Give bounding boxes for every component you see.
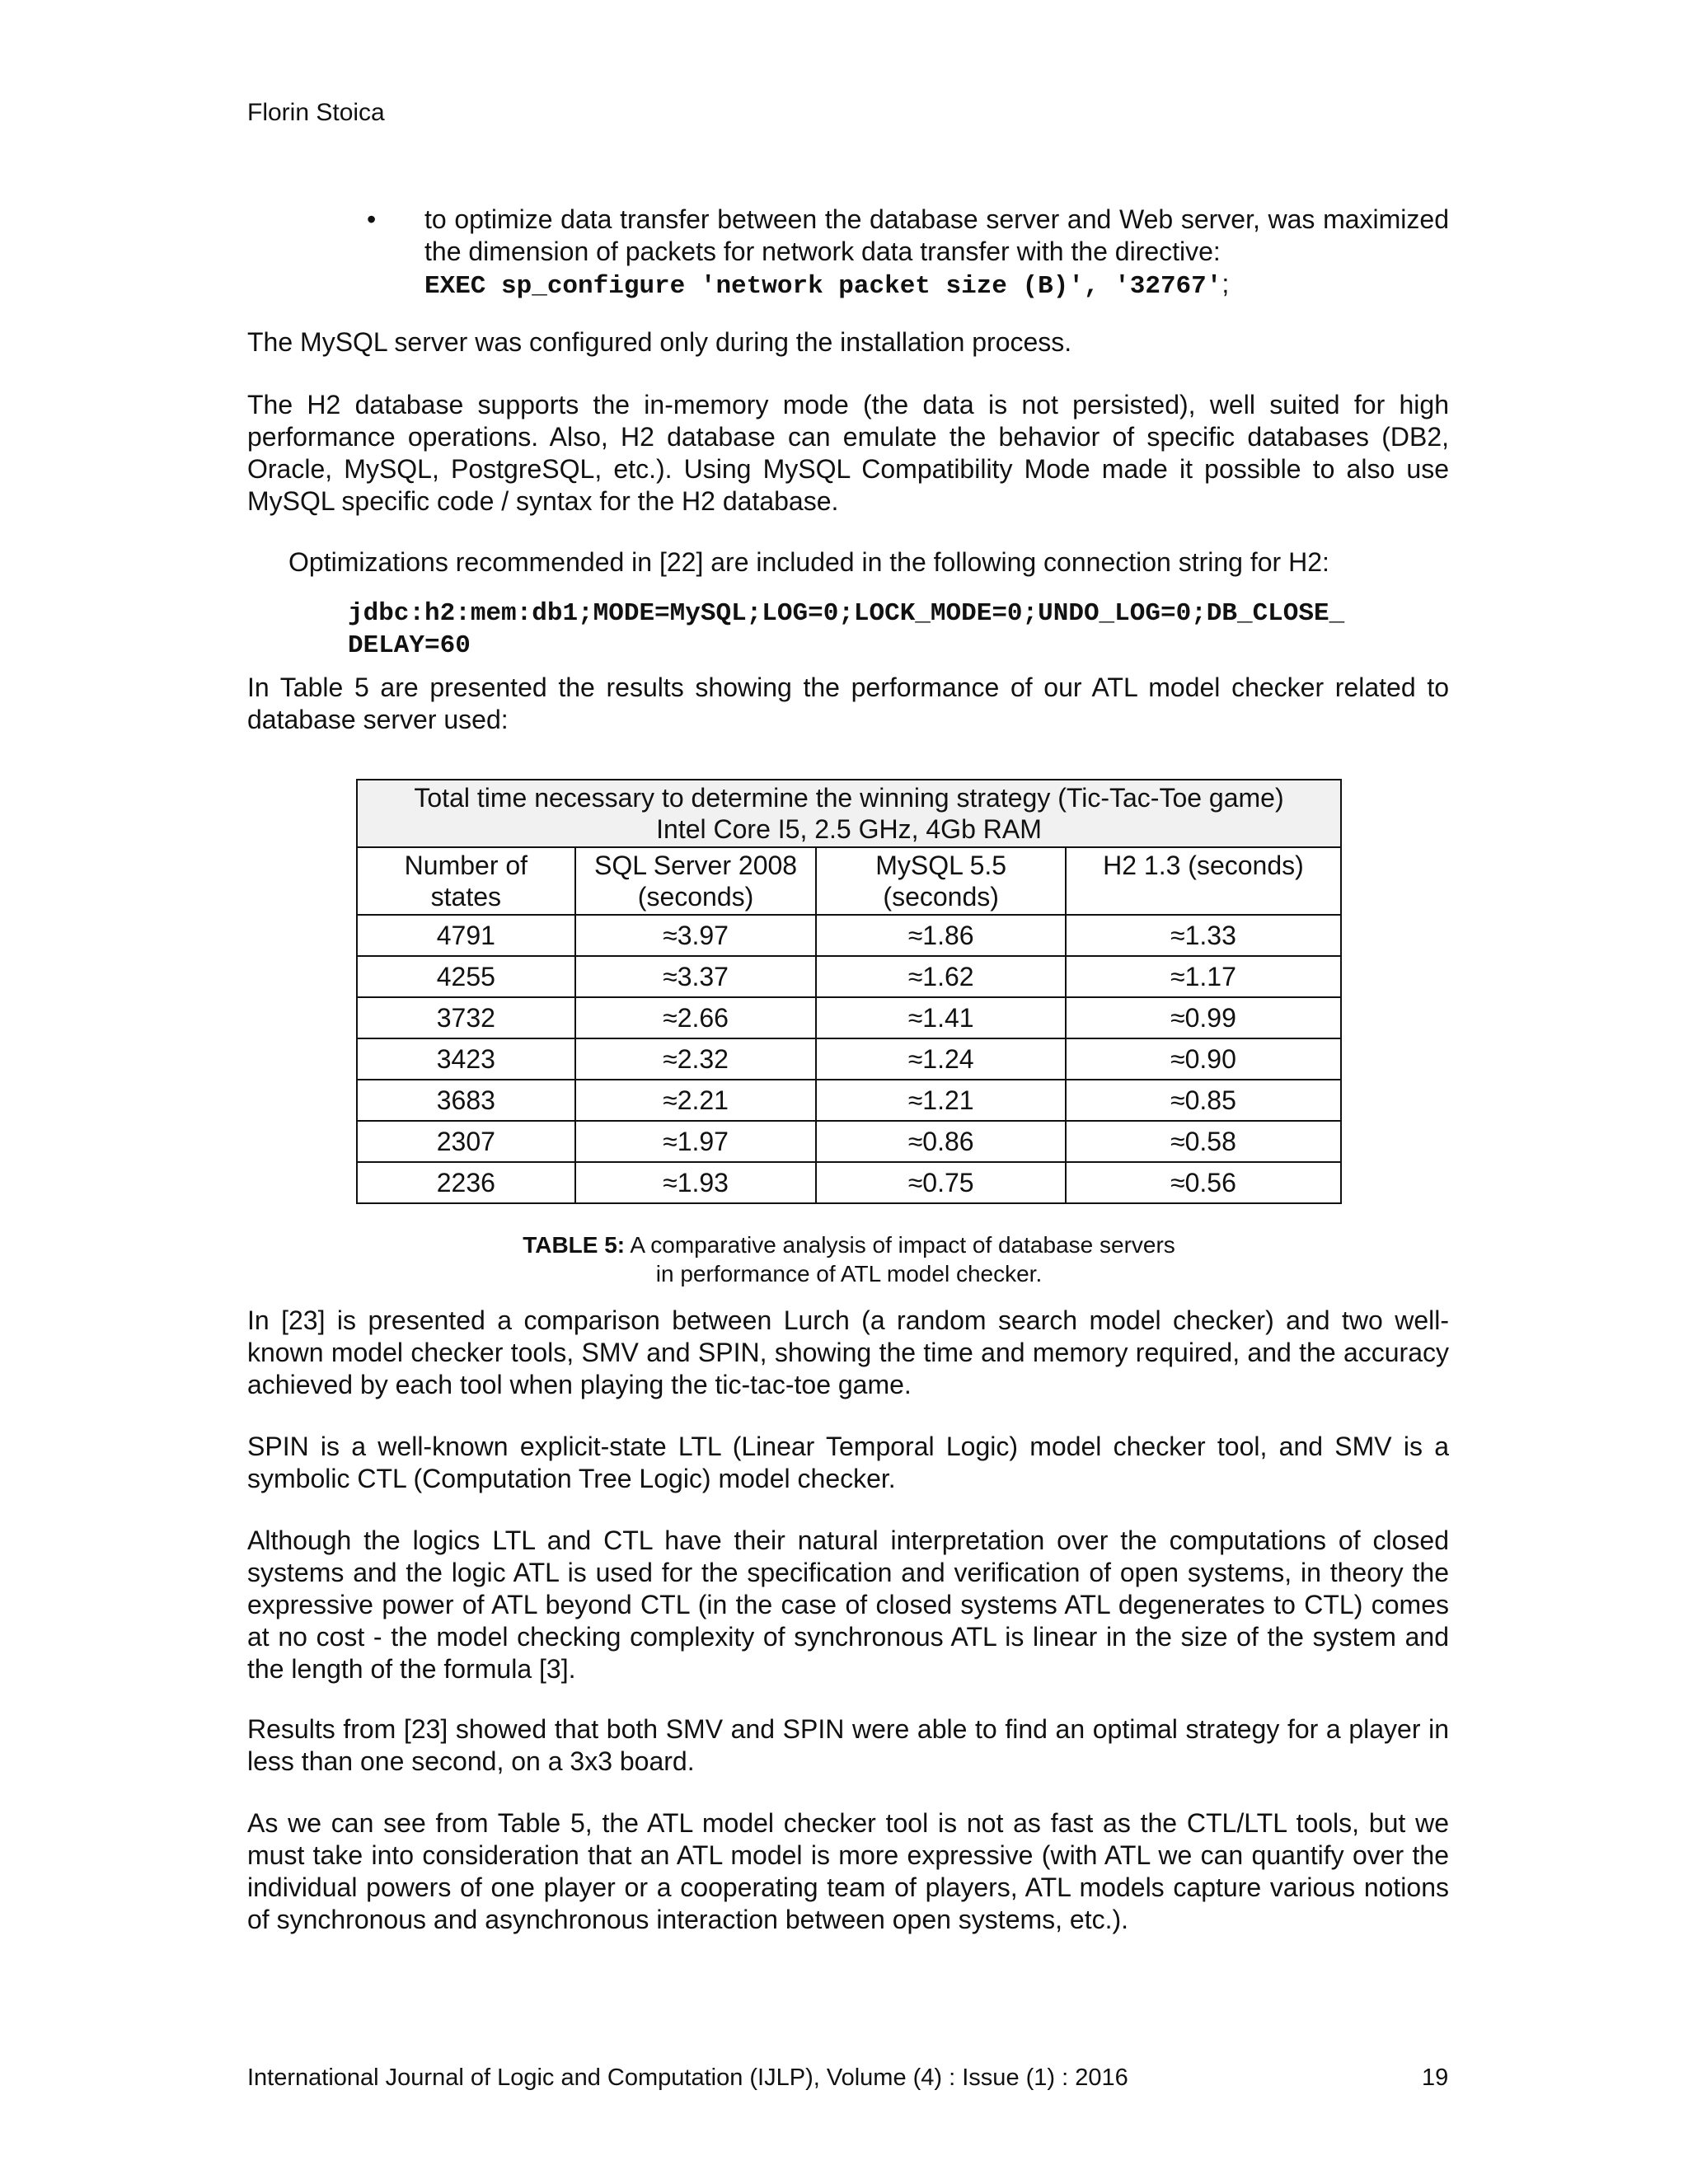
paragraph-results-23: Results from [23] showed that both SMV and SPIN were able to find an optimal strategy for a player in less than one second, on a 3x3 board. (247, 1714, 1449, 1776)
table-cell: ≈0.99 (1066, 997, 1341, 1038)
results-table (356, 779, 1342, 1204)
table-cell: ≈1.24 (816, 1038, 1066, 1080)
table-header-text: Number of (404, 851, 528, 880)
table-header-text: MySQL 5.5 (875, 851, 1007, 880)
paragraph-optimizations: Optimizations recommended in [22] are included in the following connection string for H2: (288, 547, 1329, 577)
table-cell: ≈1.41 (816, 997, 1066, 1038)
table-caption-line1: A comparative analysis of impact of database servers (625, 1232, 1175, 1258)
paragraph-table5-conclusion: As we can see from Table 5, the ATL model checker tool is not as fast as the CTL/LTL tools, but we must take into consideration that an ATL model is more expressive (with ATL we can quantify over the individual powers of one player or a cooperating team of players, ATL models capture various notions of synchronous and asynchronous interaction between open systems, etc.). (247, 1808, 1449, 1934)
table-title (357, 780, 1341, 847)
table-header-text: (seconds) (637, 882, 754, 912)
bullet-code: EXEC sp_configure 'network packet size (B)', '32767' (424, 272, 1222, 301)
paragraph-ltl-ctl-atl: Although the logics LTL and CTL have their natural interpretation over the computations of closed systems and the logic ATL is used for the specification and verification of open systems, in theory the expressive power of ATL beyond CTL (in the case of closed systems ATL degenerates to CTL) comes at no cost - the model checking complexity of synchronous ATL is linear in the size of the system and the length of the formula [3]. (247, 1526, 1449, 1684)
table-row (357, 956, 1341, 997)
table-header-text: SQL Server 2008 (594, 851, 798, 880)
table-caption-line2: in performance of ATL model checker. (655, 1261, 1043, 1286)
paragraph-lurch-comparison: In [23] is presented a comparison between Lurch (a random search model checker) and two well-known model checker tools, SMV and SPIN, showing the time and memory required, and the accuracy achieved by each tool when playing the tic-tac-toe game. (247, 1305, 1449, 1399)
table-cell: ≈0.85 (1066, 1080, 1341, 1121)
paragraph-h2-database: The H2 database supports the in-memory mode (the data is not persisted), well suited for high performance operations. Also, H2 database can emulate the behavior of specific databases (DB2, Oracle, MySQL, PostgreSQL, etc.). Using MySQL Compatibility Mode made it possible to also use MySQL specific code / syntax for the H2 database. (247, 390, 1449, 516)
footer-journal: International Journal of Logic and Computation (IJLP), Volume (4) : Issue (1) : 2016 (247, 2064, 1128, 2091)
table-row (357, 997, 1341, 1038)
table-cell: ≈1.17 (1066, 956, 1341, 997)
bullet-item (367, 204, 1449, 302)
table-cell: ≈0.75 (816, 1162, 1066, 1203)
running-head: Florin Stoica (247, 99, 385, 126)
bullet-text-body: to optimize data transfer between the database server and Web server, was maximized the dimension of packets for network data transfer with the directive: (424, 204, 1449, 266)
table-cell: ≈3.97 (575, 915, 817, 956)
table-cell: ≈2.66 (575, 997, 817, 1038)
table-cell: ≈1.97 (575, 1121, 817, 1162)
table-cell: ≈0.58 (1066, 1121, 1341, 1162)
table-header-text: (seconds) (883, 882, 999, 912)
table-header-cell (357, 847, 575, 915)
page-number: 19 (1422, 2064, 1449, 2091)
table-cell: 2307 (357, 1121, 575, 1162)
table-header-cell (1066, 847, 1341, 915)
table-row (357, 1080, 1341, 1121)
table-cell: 3423 (357, 1038, 575, 1080)
table-cell: ≈0.86 (816, 1121, 1066, 1162)
table-header-text: H2 1.3 (seconds) (1103, 851, 1304, 880)
bullet-dot: • (367, 204, 377, 234)
table-title-line2: Intel Core I5, 2.5 GHz, 4Gb RAM (656, 814, 1042, 844)
paragraph-table-intro: In Table 5 are presented the results showing the performance of our ATL model checker related to database server used: (247, 673, 1449, 734)
table-cell: ≈0.56 (1066, 1162, 1341, 1203)
table-cell: ≈1.62 (816, 956, 1066, 997)
connection-string-code (348, 598, 1469, 662)
paragraph-mysql-config: The MySQL server was configured only during the installation process. (247, 327, 1072, 357)
table-cell: 3732 (357, 997, 575, 1038)
code-line-2: DELAY=60 (348, 631, 471, 660)
table-header-row (357, 847, 1341, 915)
table-body (357, 915, 1341, 1203)
table-cell: 3683 (357, 1080, 575, 1121)
table-caption (356, 1230, 1342, 1288)
bullet-text (424, 204, 1449, 302)
table-row (357, 1121, 1341, 1162)
table-cell: ≈2.21 (575, 1080, 817, 1121)
table-row (357, 915, 1341, 956)
table-cell: ≈1.33 (1066, 915, 1341, 956)
table-cell: ≈2.32 (575, 1038, 817, 1080)
table-row (357, 1038, 1341, 1080)
paragraph-spin-smv: SPIN is a well-known explicit-state LTL (Linear Temporal Logic) model checker tool, and SMV is a symbolic CTL (Computation Tree Logic) model checker. (247, 1432, 1449, 1493)
table-cell: 2236 (357, 1162, 575, 1203)
table-caption-label: TABLE 5: (523, 1232, 626, 1258)
table-header-cell (816, 847, 1066, 915)
code-line-1: jdbc:h2:mem:db1;MODE=MySQL;LOG=0;LOCK_MODE=0;UNDO_LOG=0;DB_CLOSE_ (348, 599, 1345, 628)
table-cell: 4255 (357, 956, 575, 997)
table-cell: ≈3.37 (575, 956, 817, 997)
table-row (357, 1162, 1341, 1203)
table-cell: 4791 (357, 915, 575, 956)
table-header-cell (575, 847, 817, 915)
table-cell: ≈1.93 (575, 1162, 817, 1203)
table-header-text: states (430, 882, 502, 912)
bullet-code-suffix: ; (1221, 269, 1230, 298)
table-cell: ≈1.21 (816, 1080, 1066, 1121)
table-cell: ≈0.90 (1066, 1038, 1341, 1080)
table-cell: ≈1.86 (816, 915, 1066, 956)
table-title-line1: Total time necessary to determine the winning strategy (Tic-Tac-Toe game) (414, 783, 1284, 813)
